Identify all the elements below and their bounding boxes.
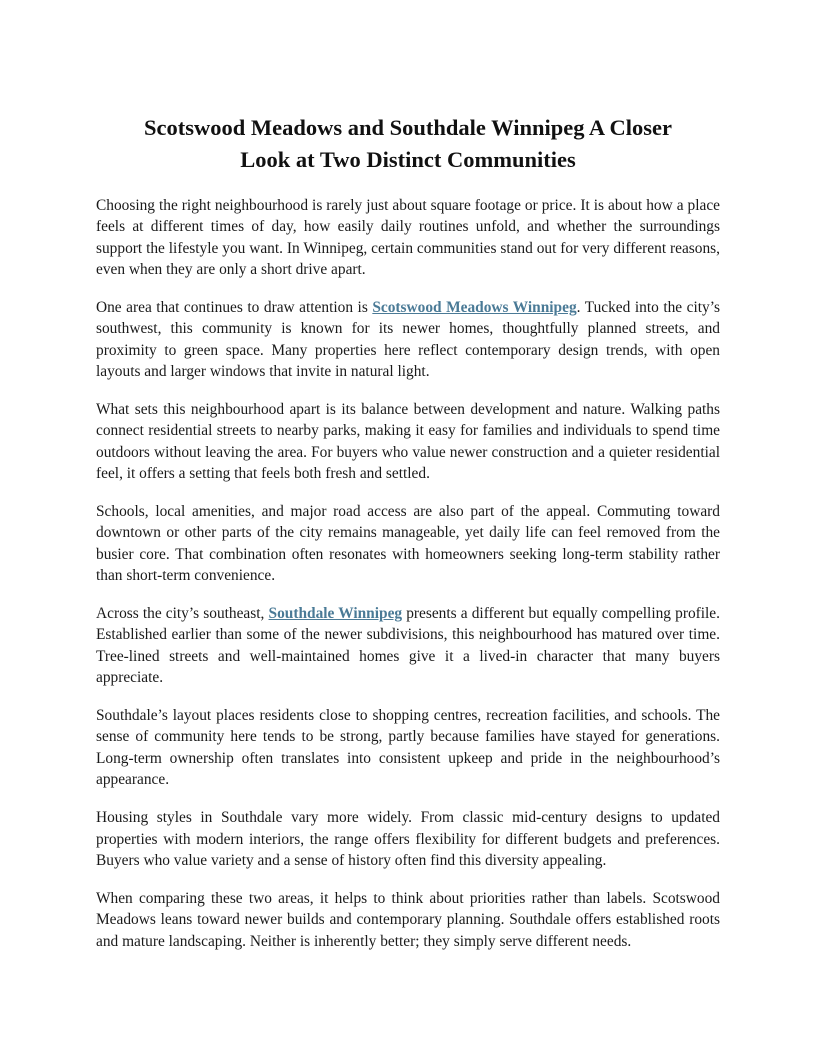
title-line-1: Scotswood Meadows and Southdale Winnipeg A Closer — [143, 115, 673, 140]
paragraph-southdale-intro — [96, 603, 720, 689]
document-page — [96, 112, 720, 968]
paragraph-text: One area that continues to draw attention is — [96, 299, 373, 317]
paragraph-text: . Tucked into the city’s southwest, this community is known for its newer homes, thoughtfully planned streets, and proximity to green space. Many properties here reflect contemporary design trends, with open layouts and larger windows that invite in natural light. — [96, 299, 720, 381]
paragraph-scotswood-intro — [96, 297, 720, 383]
paragraph-text: Across the city’s southeast, — [96, 605, 269, 623]
paragraph-amenities: Schools, local amenities, and major road access are also part of the appeal. Commuting toward downtown or other parts of the city remains manageable, yet daily life can feel removed from the busier core. That combination often resonates with homeowners seeking long-term stability rather than short-term convenience. — [96, 503, 720, 585]
paragraph-nature-balance: What sets this neighbourhood apart is its balance between development and nature. Walking paths connect residential streets to nearby parks, making it easy for families and individuals to spend time outdoors without leaving the area. For buyers who value newer construction and a quieter residential feel, it offers a setting that feels both fresh and settled. — [96, 401, 720, 483]
southdale-winnipeg-link[interactable]: Southdale Winnipeg — [268, 605, 403, 623]
document-title — [96, 112, 720, 176]
paragraph-intro: Choosing the right neighbourhood is rarely just about square footage or price. It is about how a place feels at different times of day, how easily daily routines unfold, and whether the surroundings support the lifestyle you want. In Winnipeg, certain communities stand out for very different reasons, even when they are only a short drive apart. — [96, 197, 720, 279]
paragraph-southdale-layout: Southdale’s layout places residents close to shopping centres, recreation facilities, and schools. The sense of community here tends to be strong, partly because families have stayed for generations. Long-term ownership often translates into consistent upkeep and pride in the neighbourhood’s appearance. — [96, 707, 720, 789]
paragraph-comparison: When comparing these two areas, it helps to think about priorities rather than labels. Scotswood Meadows leans toward newer builds and contemporary planning. Southdale offers established roots and mature landscaping. Neither is inherently better; they simply serve different needs. — [96, 889, 720, 950]
paragraph-text: presents a different but equally compelling profile. Established earlier than some of the newer subdivisions, this neighbourhood has matured over time. Tree-lined streets and well-maintained homes give it a lived-in character that many buyers appreciate. — [96, 605, 720, 687]
paragraph-housing-styles: Housing styles in Southdale vary more widely. From classic mid-century designs to updated properties with modern interiors, the range offers flexibility for different budgets and preferences. Buyers who value variety and a sense of history often find this diversity appealing. — [96, 809, 720, 869]
scotswood-meadows-link[interactable]: Scotswood Meadows Winnipeg — [372, 299, 577, 317]
title-line-2: Look at Two Distinct Communities — [240, 147, 576, 172]
